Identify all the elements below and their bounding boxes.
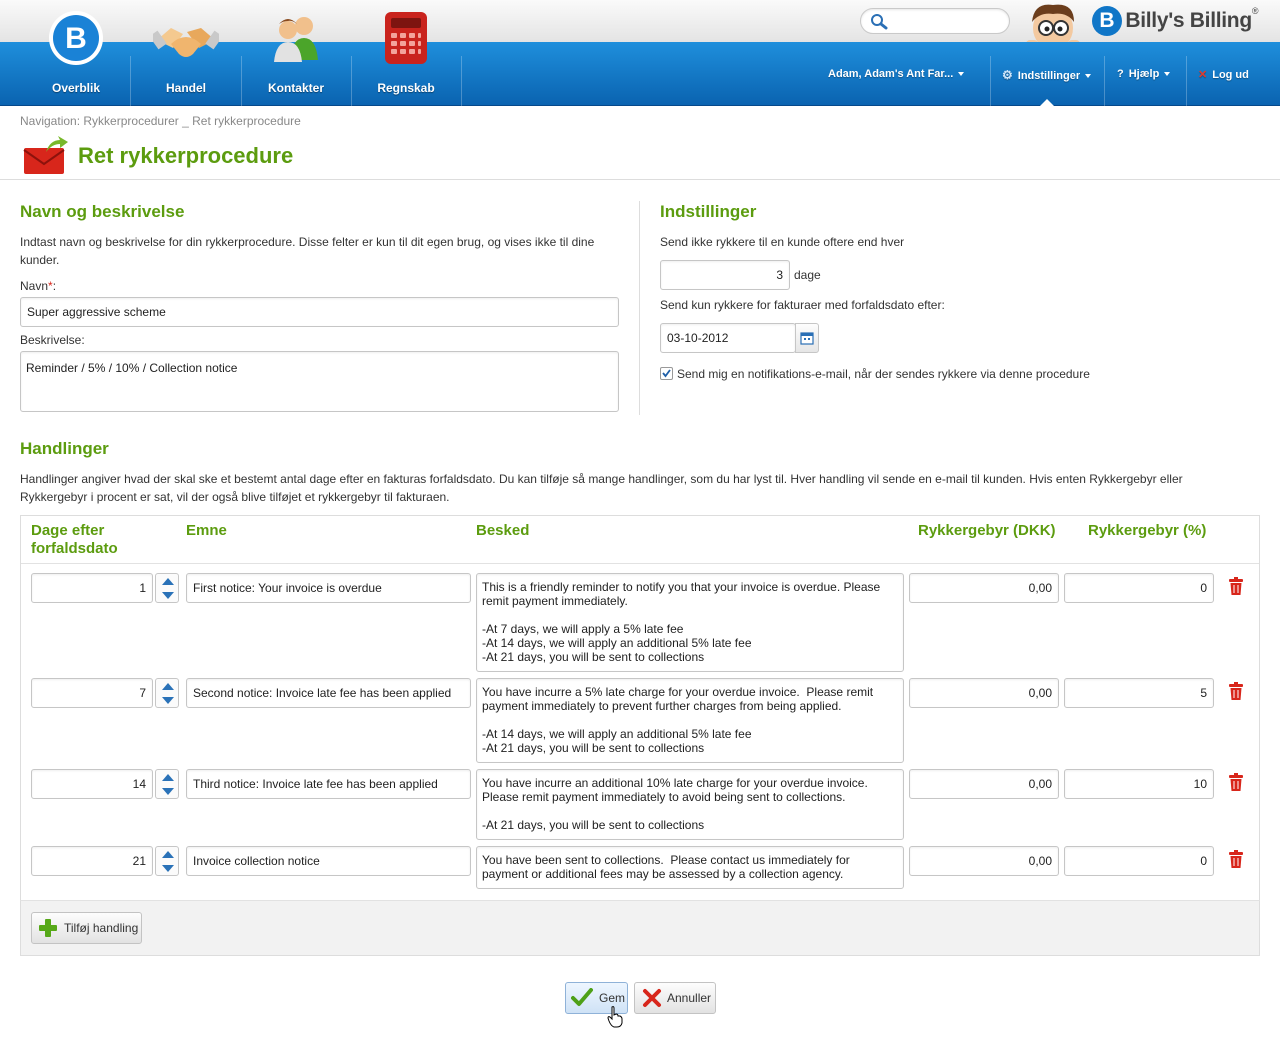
nav-item-label: Kontakter — [267, 81, 324, 95]
cancel-label: Annuller — [667, 991, 712, 1005]
checkmark-icon — [661, 368, 672, 379]
message-textarea[interactable]: You have incurre an additional 10% late charge for your overdue invoice. Please remit payment immediately to avoid being sent to collections. -At 21 days, you will be sent to collections — [476, 769, 904, 840]
nav-item-accounting[interactable] — [351, 0, 461, 106]
days-input[interactable]: 14 — [31, 769, 153, 799]
breadcrumb-current: Ret rykkerprocedure — [192, 114, 301, 128]
arrow-up-icon — [162, 578, 174, 585]
message-textarea[interactable]: You have been sent to collections. Please contact us immediately for payment or additional fees may be assessed by a collection agency. — [476, 846, 904, 889]
logout-icon: ✕ — [1198, 69, 1208, 81]
notify-label[interactable]: Send mig en notifikations-e-mail, når der sendes rykkere via denne procedure — [677, 367, 1090, 381]
interval-unit: dage — [794, 268, 821, 282]
divider — [0, 179, 1280, 180]
account-name: Adam, Adam's Ant Far... — [828, 68, 954, 80]
brand-logo[interactable] — [1092, 6, 1259, 38]
days-input[interactable]: 7 — [31, 678, 153, 708]
nav-divider — [1104, 56, 1105, 106]
calendar-button[interactable] — [795, 323, 819, 353]
nav-item-label: Regnskab — [377, 81, 435, 95]
description-label: Beskrivelse: — [20, 333, 85, 347]
contacts-icon — [268, 10, 324, 66]
pointer-cursor-icon — [607, 1006, 623, 1028]
fee-pct-input[interactable]: 10 — [1064, 769, 1214, 799]
plus-icon — [38, 918, 58, 938]
nav-divider — [461, 56, 462, 106]
registered-mark: ® — [1251, 6, 1259, 16]
column-header-subject: Emne — [186, 522, 227, 539]
arrow-down-icon — [162, 865, 174, 872]
breadcrumb-link[interactable]: Rykkerprocedurer — [83, 114, 179, 128]
fee-pct-input[interactable]: 0 — [1064, 846, 1214, 876]
column-header-fee-dkk: Rykkergebyr (DKK) — [918, 522, 1056, 539]
help-menu-label: Hjælp — [1128, 68, 1160, 80]
checkmark-icon — [571, 988, 593, 1008]
interval-label: Send ikke rykkere til en kunde oftere end hver — [660, 235, 905, 249]
column-header-fee-pct: Rykkergebyr (%) — [1088, 522, 1207, 539]
name-input[interactable]: Super aggressive scheme — [20, 297, 619, 327]
section-title-name: Navn og beskrivelse — [20, 202, 185, 221]
logout-label: Log ud — [1212, 69, 1249, 81]
nav-item-overview[interactable] — [21, 0, 131, 106]
breadcrumb-separator: _ — [182, 114, 189, 128]
search-input[interactable] — [860, 8, 1010, 34]
message-textarea[interactable]: You have incurre a 5% late charge for your overdue invoice. Please remit payment immediately to prevent further charges from being applied. -At 14 days, we will apply an additional 5% late fee -At 21 days, you will be sent to collections — [476, 678, 904, 763]
description-textarea[interactable]: Reminder / 5% / 10% / Collection notice — [20, 351, 619, 412]
fee-pct-input[interactable]: 5 — [1064, 678, 1214, 708]
nav-item-label: Overblik — [51, 81, 101, 95]
breadcrumb-prefix: Navigation: — [20, 114, 81, 128]
settings-menu-label: Indstillinger — [1017, 70, 1081, 82]
page-title: Ret rykkerprocedure — [78, 143, 294, 168]
arrow-up-icon — [162, 774, 174, 781]
active-menu-indicator — [1040, 99, 1054, 106]
fee-pct-input[interactable]: 0 — [1064, 573, 1214, 603]
delete-trash-icon[interactable] — [1228, 850, 1244, 869]
brand-logo-mark: B — [1092, 6, 1122, 36]
nav-item-contacts[interactable] — [241, 0, 351, 106]
days-stepper[interactable] — [155, 769, 179, 799]
svg-text:B: B — [65, 22, 87, 55]
days-input[interactable]: 1 — [31, 573, 153, 603]
actions-intro: Handlinger angiver hvad der skal ske et bestemt antal dage efter en fakturas forfaldsdato. Du kan tilføje så mange handlinger, som du har lyst til. Hver handling vil sende en e-mail til kunden. Hvis enten Rykkergebyr eller Rykkergebyr i procent er sat, vil der også blive tilføjet et rykkergebyr til fakturaen. — [20, 472, 1183, 504]
subject-input[interactable]: Invoice collection notice — [186, 846, 471, 876]
close-icon — [642, 988, 662, 1008]
chevron-down-icon — [1085, 74, 1091, 78]
days-stepper[interactable] — [155, 846, 179, 876]
column-header-days: Dage efter forfaldsdato — [31, 522, 118, 557]
required-marker: * — [48, 279, 53, 293]
calendar-icon — [800, 331, 814, 345]
subject-input[interactable]: Second notice: Invoice late fee has been applied — [186, 678, 471, 708]
overview-icon — [48, 10, 104, 66]
name-label-colon: : — [52, 279, 57, 293]
message-textarea[interactable]: This is a friendly reminder to notify you that your invoice is overdue. Please remit payment immediately. -At 7 days, we will apply a 5% late fee -At 14 days, we will apply an additional 5% late fee -At 21 days, you will be sent to collections — [476, 573, 904, 672]
reminder-mail-icon — [22, 136, 68, 176]
fee-dkk-input[interactable]: 0,00 — [909, 678, 1059, 708]
column-divider — [639, 201, 640, 415]
days-stepper[interactable] — [155, 573, 179, 603]
nav-divider — [990, 56, 991, 106]
delete-trash-icon[interactable] — [1228, 682, 1244, 701]
arrow-down-icon — [162, 697, 174, 704]
subject-input[interactable]: Third notice: Invoice late fee has been applied — [186, 769, 471, 799]
logout-link[interactable] — [1198, 68, 1249, 81]
brand-name: Billy's Billing — [1125, 9, 1252, 32]
fee-dkk-input[interactable]: 0,00 — [909, 573, 1059, 603]
calculator-icon — [382, 10, 430, 66]
days-input[interactable]: 21 — [31, 846, 153, 876]
arrow-down-icon — [162, 788, 174, 795]
fee-dkk-input[interactable]: 0,00 — [909, 769, 1059, 799]
header-divider — [21, 563, 1259, 564]
subject-input[interactable]: First notice: Your invoice is overdue — [186, 573, 471, 603]
handshake-icon — [153, 10, 219, 66]
name-label-text: Navn — [20, 279, 49, 293]
breadcrumb — [20, 114, 301, 128]
due-date-input[interactable]: 03-10-2012 — [660, 323, 796, 353]
notify-checkbox[interactable] — [660, 367, 673, 380]
search-icon — [869, 12, 889, 30]
save-label: Gem — [599, 991, 626, 1005]
chevron-down-icon — [1164, 72, 1170, 76]
delete-trash-icon[interactable] — [1228, 773, 1244, 792]
arrow-up-icon — [162, 851, 174, 858]
nav-item-trade[interactable] — [131, 0, 241, 106]
section-title-settings: Indstillinger — [660, 202, 757, 221]
settings-menu[interactable] — [1002, 68, 1091, 82]
arrow-down-icon — [162, 592, 174, 599]
name-section-intro: Indtast navn og beskrivelse for din rykkerprocedure. Disse felter er kun til dit egen brug, og vises ikke til dine kunder. — [20, 235, 595, 267]
actions-footer — [20, 900, 1260, 956]
interval-days-input[interactable]: 3 — [660, 260, 790, 290]
add-action-label: Tilføj handling — [64, 921, 139, 935]
nav-item-label: Handel — [165, 81, 206, 95]
add-action-button[interactable] — [31, 912, 142, 944]
fee-dkk-input[interactable]: 0,00 — [909, 846, 1059, 876]
section-title-actions: Handlinger — [20, 439, 109, 458]
cancel-button[interactable] — [634, 982, 716, 1014]
days-stepper[interactable] — [155, 678, 179, 708]
help-menu[interactable] — [1117, 68, 1170, 80]
account-menu[interactable] — [828, 68, 964, 80]
help-icon: ? — [1117, 68, 1124, 80]
due-date-label: Send kun rykkere for fakturaer med forfaldsdato efter: — [660, 298, 945, 312]
chevron-down-icon — [958, 72, 964, 76]
name-label — [20, 277, 56, 295]
column-header-message: Besked — [476, 522, 530, 539]
arrow-up-icon — [162, 683, 174, 690]
delete-trash-icon[interactable] — [1228, 577, 1244, 596]
gear-icon: ⚙ — [1002, 68, 1013, 82]
nav-divider — [1186, 56, 1187, 106]
